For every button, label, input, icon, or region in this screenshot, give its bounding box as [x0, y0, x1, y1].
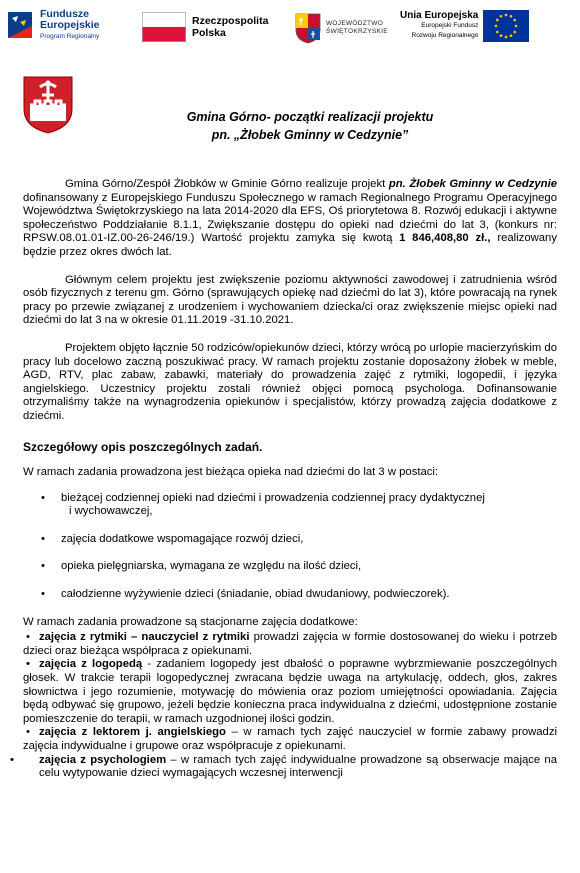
document-body: [23, 178, 557, 781]
list-item: [23, 533, 557, 547]
ws-line1: WOJEWÓDZTWO: [326, 20, 384, 27]
care-list: [23, 492, 557, 602]
ws-line2: ŚWIĘTOKRZYSKIE: [326, 28, 388, 35]
ue-line3: Rozwoju Regionalnego: [411, 32, 479, 39]
care-item-text: opieka pielęgniarska, wymagana ze względu na ilość dzieci,: [61, 560, 362, 573]
list-item: [23, 754, 557, 781]
p1-text-a: Gmina Górno/Zespół Żłobków w Gminie Górno realizuje projekt: [65, 178, 389, 190]
care-item-text: bieżącej codziennej opieki nad dziećmi i prowadzenia codziennej pracy dydaktycznej: [61, 491, 485, 504]
title-line2: pn. „Żłobek Gminny w Cedzynie”: [211, 128, 409, 142]
rp-line2: Polska: [192, 27, 226, 39]
p1-text-c: dofinansowany z Europejskiego Funduszu Społecznego w ramach Regionalnego Programu Operacyjnego Województwa Świętokrzyskiego na lata 2014-2020 dla EFS, Oś priorytetowa 8. Rozwój edukacji i aktywne społeczeństwo Poddziałanie 8.1.1, Zwiększanie dostępu do opieki nad dziećmi do lat 3, (konkurs nr: RPSW.08.01.01-IZ.00-26-246/19.) Wartość projektu zamyka się kwotą: [23, 191, 557, 245]
activity-description: – w ramach tych zajęć indywidualne prowadzone są obserwacje mające na celu wytypowanie dzieci wymagających wczesnej interwencji: [39, 753, 557, 780]
p1-project-name: pn. Żłobek Gminny w Cedzynie: [388, 178, 557, 190]
title-line1: Gmina Górno- początki realizacji projektu: [186, 110, 434, 124]
ue-line2: Europejski Fundusz: [421, 22, 479, 29]
extra-activities-list: [23, 631, 557, 781]
activity-description: – w ramach tych zajęć nauczyciel w formie zabawy prowadzi zajęcia indywidualne i grupowe oraz współpracuje z opiekunami.: [23, 726, 558, 752]
care-item-text-cont: i wychowawczej,: [69, 505, 153, 518]
activity-name: zajęcia z logopedą: [39, 658, 143, 671]
activity-name: zajęcia z rytmiki – nauczyciel z rytmiki: [39, 631, 250, 644]
activity-description: prowadzi zajęcia w formie dostosowanej do wieku i potrzeb dzieci oraz bieżąca współpraca z opiekunami.: [23, 631, 558, 657]
list-item: [23, 492, 557, 519]
list-item: [23, 588, 557, 602]
fe-line3: Program Regionalny: [40, 32, 100, 40]
intro-paragraph-2: Głównym celem projektu jest zwiększenie poziomu aktywności zawodowej i zatrudnienia wśród osób fizycznych z terenu gm. Górno (sprawujących opiekę nad dziećmi do lat 3), które powracają na rynek pracy po przewie związanej z urodzeniem i wychowaniem dziecka/ci oraz zwiększenie miejsc opieki nad dziećmi do lat 3 na w okresie 01.11.2019 -31.10.2021.: [23, 273, 557, 327]
polish-flag-icon: [142, 12, 186, 42]
extra-intro: W ramach zadania prowadzone są stacjonarne zajęcia dodatkowe:: [23, 615, 358, 628]
intro-paragraph-3: Projektem objęto łącznie 50 rodziców/opiekunów dzieci, którzy wrócą po urlopie macierzyńskim do pracy lub docelowo zaczną poszukiwać pracy. W ramach projektu zostanie doposażony żłobek w meble, AGD, RTV, plac zabaw, zabawki, materiały do prowadzenia zajęć z rytmiki, logopedii, i języka angielskiego. Uczestnicy projektu zostali również objęci pomocą psychologa. Dofinansowanie otrzymaliśmy także na wynagrodzenia opiekunów i specjalistów, którzy prowadzą zajęcia dodatkowe z dziećmi.: [23, 341, 557, 422]
logo-bar: [0, 0, 580, 52]
activity-name: zajęcia z psychologiem: [39, 753, 167, 766]
gmina-gorno-crest-icon: [22, 75, 74, 135]
activity-name: zajęcia z lektorem j. angielskiego: [39, 726, 226, 739]
wojewodztwo-logo: [294, 12, 388, 44]
care-intro: W ramach zadania prowadzona jest bieżąca opieka nad dziećmi do lat 3 w postaci:: [23, 466, 439, 479]
rp-line1: Rzeczpospolita: [192, 15, 269, 27]
unia-europejska-logo: [400, 10, 529, 42]
p1-text-d: realizowany będzie przez okres dwóch lat.: [23, 232, 557, 258]
care-item-text: całodzienne wyżywienie dzieci (śniadanie, obiad dwudaniowy, podwieczorek).: [61, 588, 450, 601]
list-item: [23, 658, 557, 726]
rzeczpospolita-logo: [142, 12, 268, 42]
fundusze-europejskie-icon: [6, 8, 36, 42]
fundusze-europejskie-logo: [6, 8, 100, 42]
list-item: [23, 726, 557, 753]
page-title: [150, 108, 470, 144]
section-heading: Szczegółowy opis poszczególnych zadań.: [23, 439, 263, 454]
activity-description: - zadaniem logopedy jest dbałość o poprawne wybrzmiewanie poszczególnych głosek. W trakcie terapii logopedycznej zwracana będzie uwaga na artykulację, oddech, głos, zakres słownictwa i jego rozumienie, motywację do mówienia oraz poziom umiejętności opowiadania. Zajęcia będą odbywać się grupowo, jeżeli będzie konieczna praca indywidualna z dziećmi, udostępnione zostanie pomieszczenie do terapii, w ramach uzgodnionej ilości godzin.: [23, 658, 557, 725]
fe-line1: Fundusze: [40, 7, 89, 20]
fe-line2: Europejskie: [40, 18, 100, 31]
intro-paragraph-1: [23, 178, 557, 260]
swietokrzyskie-crest-icon: [294, 12, 322, 44]
list-item: [23, 631, 557, 658]
list-item: [23, 560, 557, 574]
care-item-text: zajęcia dodatkowe wspomagające rozwój dzieci,: [61, 532, 304, 545]
p1-amount: 1 846,408,80 zł.,: [399, 232, 491, 245]
eu-flag-icon: [483, 10, 529, 42]
ue-line1: Unia Europejska: [400, 10, 479, 21]
